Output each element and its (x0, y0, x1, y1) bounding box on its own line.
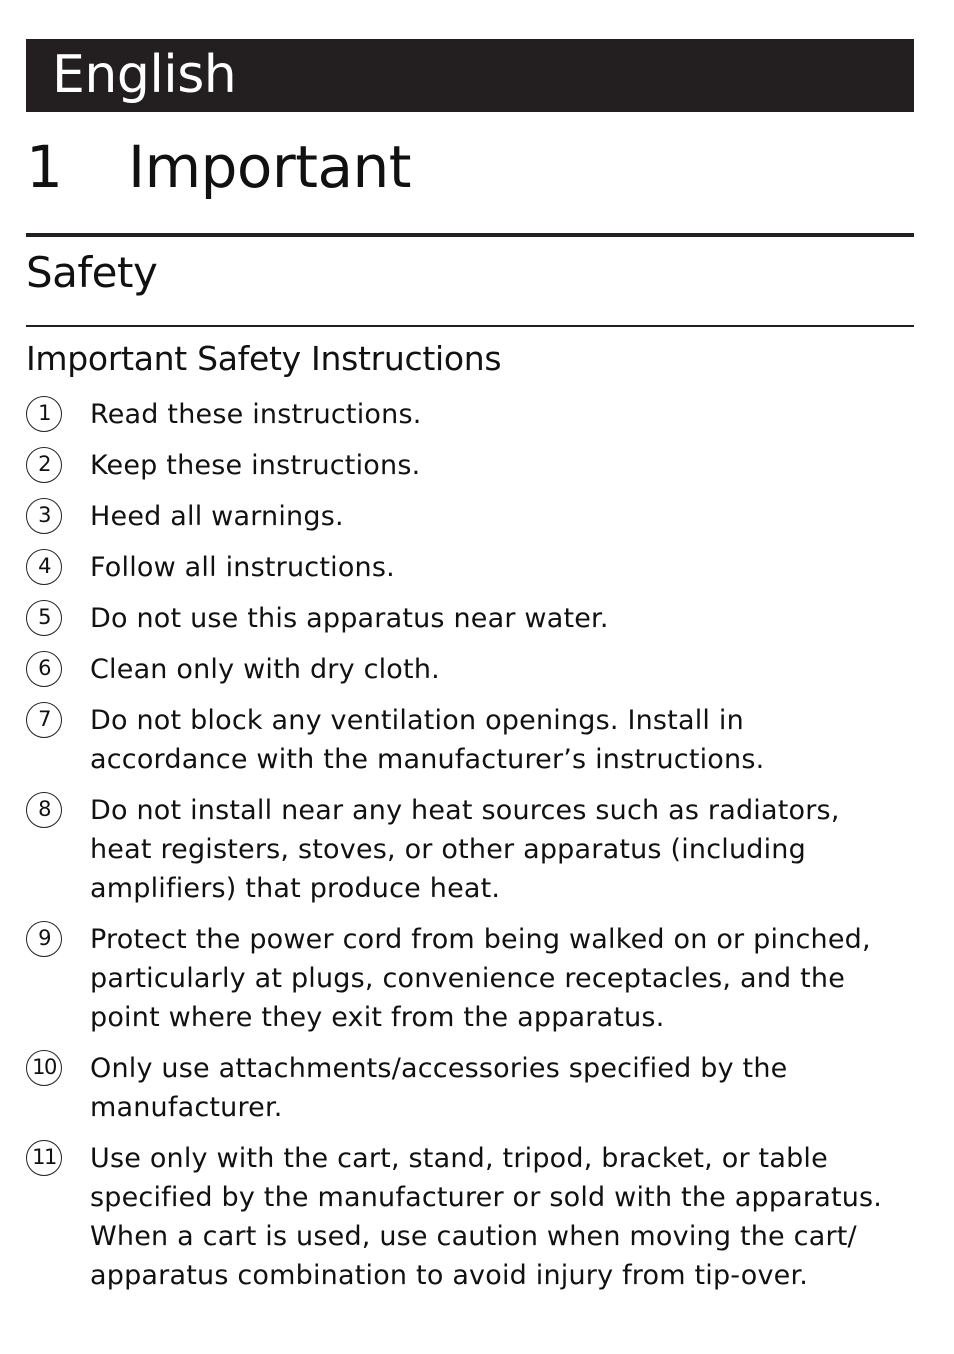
instruction-number-badge: 2 (26, 447, 62, 483)
instruction-text: Do not block any ventilation openings. Install in accordance with the manufacturer’s instructions. (90, 705, 765, 775)
instruction-item (26, 599, 914, 638)
chapter-heading (26, 112, 914, 222)
instruction-number-badge: 9 (26, 921, 62, 957)
instruction-text: Read these instructions. (90, 399, 422, 430)
chapter-number: 1 (26, 133, 63, 201)
subsection-title: Important Safety Instructions (26, 339, 502, 378)
instruction-text: Clean only with dry cloth. (90, 654, 440, 685)
instruction-number-badge: 7 (26, 702, 62, 738)
chapter-divider (26, 233, 914, 237)
instruction-text: Protect the power cord from being walked on or pinched, particularly at plugs, convenience receptacles, and the point where they exit from the apparatus. (90, 924, 871, 1033)
instruction-number-badge: 6 (26, 651, 62, 687)
instruction-text: Heed all warnings. (90, 501, 344, 532)
instruction-text: Do not install near any heat sources such as radiators, heat registers, stoves, or other apparatus (including amplifiers) that produce heat. (90, 795, 840, 904)
instruction-number-badge: 10 (26, 1050, 62, 1086)
instruction-text: Do not use this apparatus near water. (90, 603, 609, 634)
manual-page (26, 39, 914, 1307)
chapter-title: Important (128, 133, 412, 201)
instruction-item (26, 650, 914, 689)
instruction-item (26, 701, 914, 779)
instruction-number-badge: 11 (26, 1140, 62, 1176)
instruction-item (26, 1049, 914, 1127)
instruction-number-badge: 4 (26, 549, 62, 585)
instruction-text: Follow all instructions. (90, 552, 395, 583)
language-banner: English (26, 39, 914, 112)
instruction-item (26, 920, 914, 1037)
instruction-item (26, 791, 914, 908)
instruction-number-badge: 5 (26, 600, 62, 636)
instruction-item (26, 1139, 914, 1295)
instruction-text: Only use attachments/accessories specified by the manufacturer. (90, 1053, 788, 1123)
instruction-item (26, 395, 914, 434)
instruction-item (26, 548, 914, 587)
instruction-number-badge: 8 (26, 792, 62, 828)
instruction-number-badge: 3 (26, 498, 62, 534)
instruction-text: Keep these instructions. (90, 450, 421, 481)
instruction-list (26, 395, 914, 1295)
instruction-number-badge: 1 (26, 396, 62, 432)
section-divider (26, 325, 914, 327)
instruction-item (26, 497, 914, 536)
instruction-item (26, 446, 914, 485)
instruction-text: Use only with the cart, stand, tripod, bracket, or table specified by the manufacturer or sold with the apparatus. When a cart is used, use caution when moving the cart/ apparatus combination to avoid injury from tip-over. (90, 1143, 883, 1291)
section-title: Safety (26, 248, 158, 297)
